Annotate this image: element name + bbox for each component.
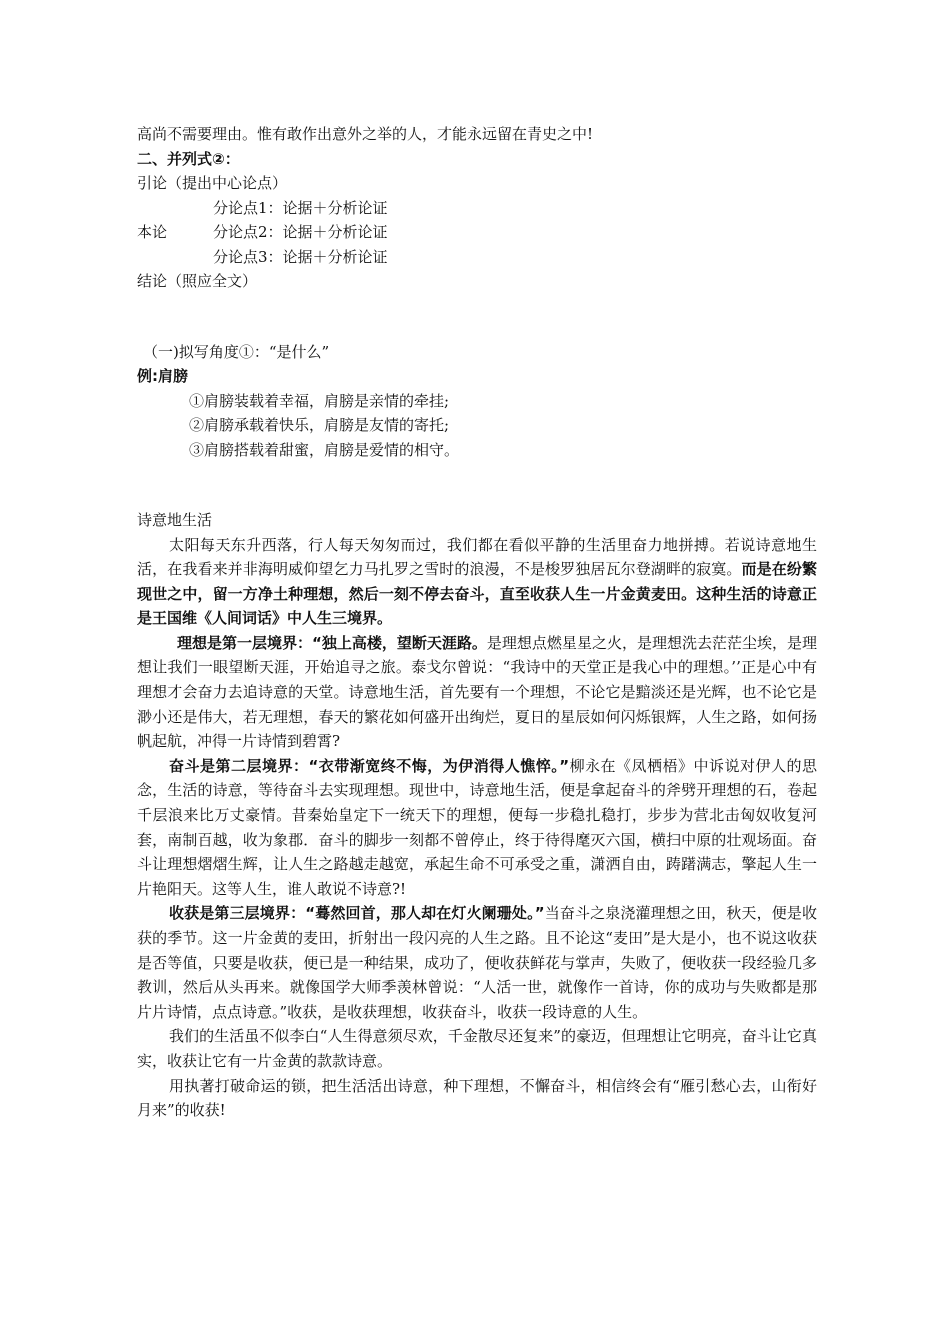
- essay-paragraph-2: 理想是第一层境界：“独上高楼，望断天涯路。是理想点燃星星之火，是理想洗去茫茫尘埃，是理想让我们一眼望断天涯，开始追寻之旅。泰戈尔曾说：“我诗中的天堂正是我心中的理想。’’正是心中有理想才会奋力去追诗意的天堂。诗意地生活，首先要有一个理想，不论它是黯淡还是光辉，也不论它是渺小还是伟大，若无理想，春天的繁花如何盛开出绚烂，夏日的星辰如何闪烁银辉，人生之路，如何扬帆起航，冲得一片诗情到碧霄?: [137, 633, 817, 751]
- example-item-1: ①肩膀装载着幸福，肩膀是亲情的牵挂;: [189, 391, 450, 410]
- point-3: 分论点3：论据＋分析论证: [213, 247, 388, 266]
- benlun-label: 本论: [137, 223, 168, 241]
- essay-paragraph-4: 收获是第三层境界：“蓦然回首，那人却在灯火阑珊处。”当奋斗之泉浇灌理想之田，秋天，便是收获的季节。这一片金黄的麦田，折射出一段闪亮的人生之路。且不论这“麦田”是大是小，也不说这收获是否等值，只要是收获，便已是一种结果，成功了，便收获鲜花与掌声，失败了，便收获一段经验几多教训，然后从头再来。就像国学大师季羡林曾说：“人活一世，就像作一首诗，你的成功与失败都是那片片诗情，点点诗意。”收获，是收获理想，收获奋斗，收获一段诗意的人生。: [137, 904, 817, 1021]
- section-heading: 二、并列式②：: [137, 149, 240, 168]
- essay-paragraph-3: 奋斗是第二层境界：“衣带渐宽终不悔，为伊消得人憔悴。”柳永在《凤栖梧》中诉说对伊人的思念，生活的诗意，等待奋斗去实现理想。现世中，诗意地生活，便是拿起奋斗的斧劈开理想的石，卷起千层浪来比万丈豪情。昔秦始皇定下一统天下的理想，便每一步稳扎稳打，步步为营北击匈奴收复河套，南制百越，收为象郡．奋斗的脚步一刻都不曾停止，终于待得麾灭六国，横扫中原的壮观场面。奋斗让理想熠熠生辉，让人生之路越走越宽，承起生命不可承受之重，潇洒自由，踌躇满志，擎起人生一片艳阳天。这等人生，谁人敢说不诗意?!: [137, 756, 817, 898]
- point-1: 分论点1：论据＋分析论证: [213, 198, 388, 217]
- spacer: [137, 462, 817, 508]
- essay-title: 诗意地生活: [137, 511, 213, 529]
- angle-heading: （一)拟写角度①：“是什么”: [143, 342, 330, 361]
- yinlun-line: 引论（提出中心论点）: [137, 174, 288, 192]
- example-label: 例:肩膀: [137, 367, 188, 385]
- intro-line: 高尚不需要理由。惟有敢作出意外之举的人，才能永远留在青史之中!: [137, 125, 594, 143]
- document-page: [137, 122, 817, 1123]
- example-item-2: ②肩膀承载着快乐，肩膀是友情的寄托;: [189, 416, 450, 434]
- point-2: 分论点2：论据＋分析论证: [213, 223, 388, 241]
- jielun-line: 结论（照应全文）: [137, 272, 258, 290]
- example-item-3: ③肩膀搭载着甜蜜，肩膀是爱情的相守。: [189, 440, 460, 459]
- spacer: [137, 294, 817, 340]
- essay-paragraph-5: 我们的生活虽不似李白“人生得意须尽欢，千金散尽还复来”的豪迈，但理想让它明亮，奋斗让它真实，收获让它有一片金黄的款款诗意。: [137, 1027, 817, 1070]
- benlun-row: [137, 220, 817, 245]
- essay-paragraph-1: 太阳每天东升西落，行人每天匆匆而过，我们都在看似平静的生活里奋力地拼搏。若说诗意地生活，在我看来并非海明威仰望乞力马扎罗之雪时的浪漫，不是梭罗独居瓦尔登湖畔的寂寞。而是在纷繁现世之中，留一方净土种理想，然后一刻不停去奋斗，直至收获人生一片金黄麦田。这种生活的诗意正是王国维《人间词话》中人生三境界。: [137, 535, 817, 628]
- essay-paragraph-6: 用执著打破命运的锁，把生活活出诗意，种下理想，不懈奋斗，相信终会有“雁引愁心去，山衔好月来”的收获!: [137, 1076, 817, 1120]
